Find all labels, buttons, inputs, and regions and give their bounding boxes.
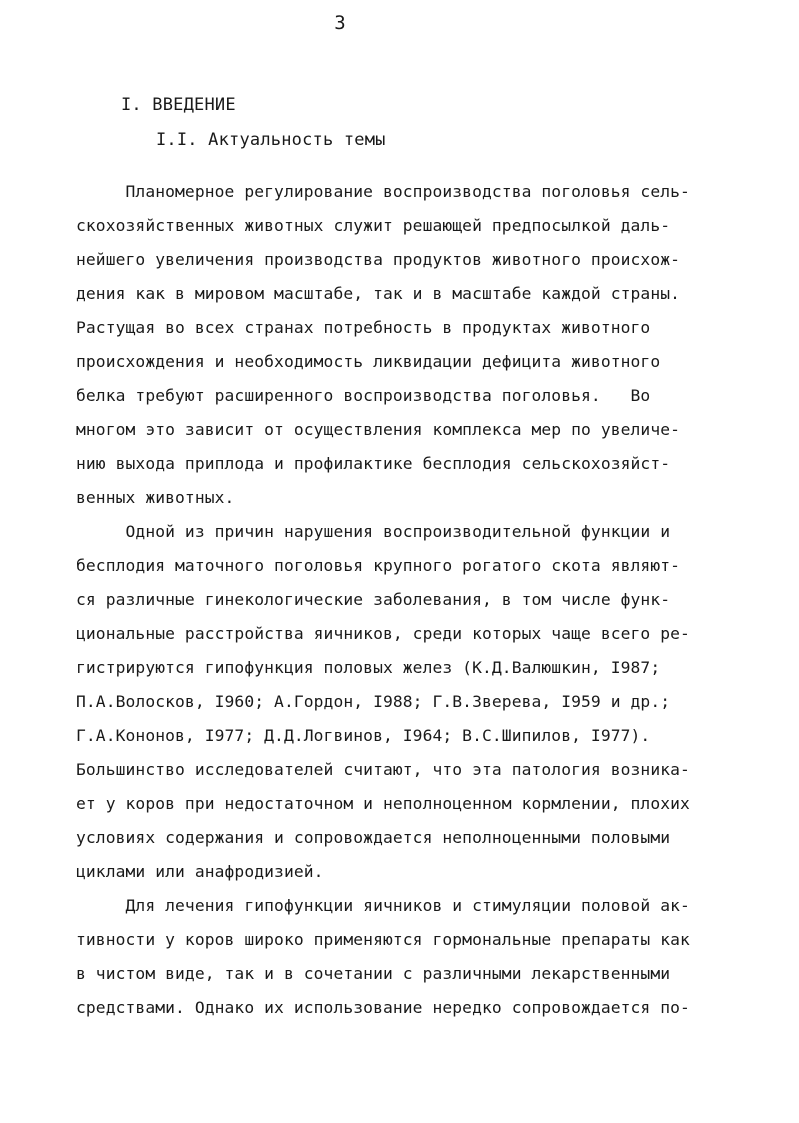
- text-line: происхождения и необходимость ликвидации дефицита животного: [76, 352, 661, 371]
- text-line: многом это зависит от осуществления комплекса мер по увеличе-: [76, 420, 681, 439]
- text-line: Г.А.Кононов, I977; Д.Д.Логвинов, I964; В.С.Шипилов, I977).: [76, 726, 651, 745]
- text-line: скохозяйственных животных служит решающей предпосылкой даль-: [76, 216, 671, 235]
- text-line: средствами. Однако их использование нередко сопровождается по-: [76, 998, 690, 1017]
- text-line: белка требуют расширенного воспроизводства поголовья. Во: [76, 386, 651, 405]
- text-line: Большинство исследователей считают, что эта патология возника-: [76, 760, 690, 779]
- text-line: Растущая во всех странах потребность в продуктах животного: [76, 318, 651, 337]
- text-line: нию выхода приплода и профилактике бесплодия сельскохозяйст-: [76, 454, 671, 473]
- text-line: ет у коров при недостаточном и неполноценном кормлении, плохих: [76, 794, 690, 813]
- text-line: гистрируются гипофункция половых желез (К.Д.Валюшкин, I987;: [76, 658, 661, 677]
- subsection-heading: I.I. Актуальность темы: [156, 130, 386, 150]
- text-line: Планомерное регулирование воспроизводства поголовья сель-: [76, 182, 690, 201]
- text-line: П.А.Волосков, I960; А.Гордон, I988; Г.В.Зверева, I959 и др.;: [76, 692, 671, 711]
- text-line: циклами или анафродизией.: [76, 862, 324, 881]
- text-line: венных животных.: [76, 488, 235, 507]
- text-line: дения как в мировом масштабе, так и в масштабе каждой страны.: [76, 284, 681, 303]
- text-line: тивности у коров широко применяются гормональные препараты как: [76, 930, 690, 949]
- text-line: Одной из причин нарушения воспроизводительной функции и: [76, 522, 671, 541]
- text-line: в чистом виде, так и в сочетании с различными лекарственными: [76, 964, 671, 983]
- text-line: циональные расстройства яичников, среди которых чаще всего ре-: [76, 624, 690, 643]
- text-line: Для лечения гипофункции яичников и стимуляции половой ак-: [76, 896, 690, 915]
- text-line: бесплодия маточного поголовья крупного рогатого скота являют-: [76, 556, 681, 575]
- text-line: ся различные гинекологические заболевания, в том числе функ-: [76, 590, 671, 609]
- text-line: условиях содержания и сопровождается неполноценными половыми: [76, 828, 671, 847]
- page-number: 3: [334, 12, 346, 34]
- text-line: нейшего увеличения производства продуктов животного происхож-: [76, 250, 681, 269]
- section-heading: I. ВВЕДЕНИЕ: [121, 95, 236, 115]
